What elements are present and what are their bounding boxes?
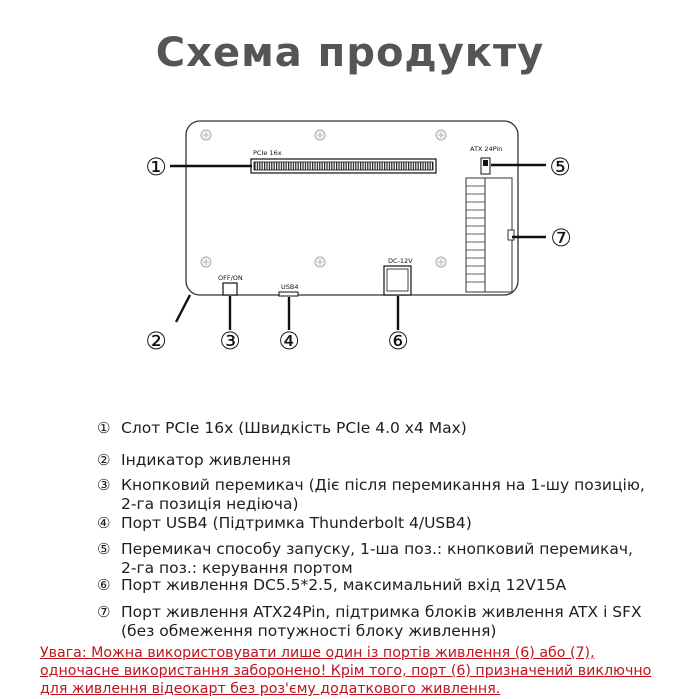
dc-port [384, 266, 411, 295]
legend-text: Перемикач способу запуску, 1-ша поз.: кнопковий перемикач, 2-га поз.: керування портом [121, 540, 633, 577]
offon-label: OFF/ON [218, 274, 243, 282]
usb4-port [279, 292, 298, 296]
callout-5: ⑤ [549, 153, 571, 181]
legend-text: Кнопковий перемикач (Діє після перемикання на 1-шу позицію, 2-га позиція недіюча) [121, 476, 645, 513]
atx-24pin-connector [466, 178, 514, 292]
legend-item-5 [97, 540, 651, 578]
atx-label: ATX 24Pin [470, 145, 503, 153]
legend-number: ⑤ [97, 540, 111, 558]
legend-number: ⑦ [97, 603, 111, 621]
legend-text: Індикатор живлення [121, 451, 291, 469]
legend-item-4 [97, 514, 651, 533]
dc-label: DC-12V [388, 257, 413, 265]
pcie-label: PCIe 16x [253, 149, 282, 157]
legend-item-2 [97, 451, 651, 470]
legend-item-3 [97, 476, 651, 514]
legend-text: Порт живлення DC5.5*2.5, максимальний вхід 12V15A [121, 576, 567, 594]
callout-4: ④ [278, 327, 300, 355]
usb4-label: USB4 [281, 283, 299, 291]
callout-3: ③ [219, 327, 241, 355]
legend-number: ③ [97, 476, 111, 494]
legend-item-7 [97, 603, 651, 641]
callout-6: ⑥ [387, 327, 409, 355]
start-mode-switch [481, 158, 490, 174]
legend-item-1 [97, 419, 651, 438]
legend-number: ④ [97, 514, 111, 532]
legend-number: ⑥ [97, 576, 111, 594]
legend-text: Слот PCIe 16x (Швидкість PCIe 4.0 x4 Max) [121, 419, 467, 437]
legend-number: ① [97, 419, 111, 437]
callout-1: ① [145, 153, 167, 181]
warning-note: Увага: Можна використовувати лише один із портів живлення (6) або (7), одночасне використання заборонено! Крім того, порт (6) призначений виключно для живлення відеокарт без роз'єму додаткового живлення. [40, 645, 652, 697]
legend-item-6 [97, 576, 651, 595]
callout-2: ② [145, 327, 167, 355]
page-title: Схема продукту [155, 30, 545, 76]
legend-number: ② [97, 451, 111, 469]
pcie-slot [251, 159, 436, 173]
power-button [223, 283, 237, 295]
callout-7: ⑦ [550, 224, 572, 252]
legend-text: Порт живлення ATX24Pin, підтримка блоків живлення ATX і SFX (без обмеження потужності блоку живлення) [121, 603, 642, 640]
legend-text: Порт USB4 (Підтримка Thunderbolt 4/USB4) [121, 514, 472, 532]
